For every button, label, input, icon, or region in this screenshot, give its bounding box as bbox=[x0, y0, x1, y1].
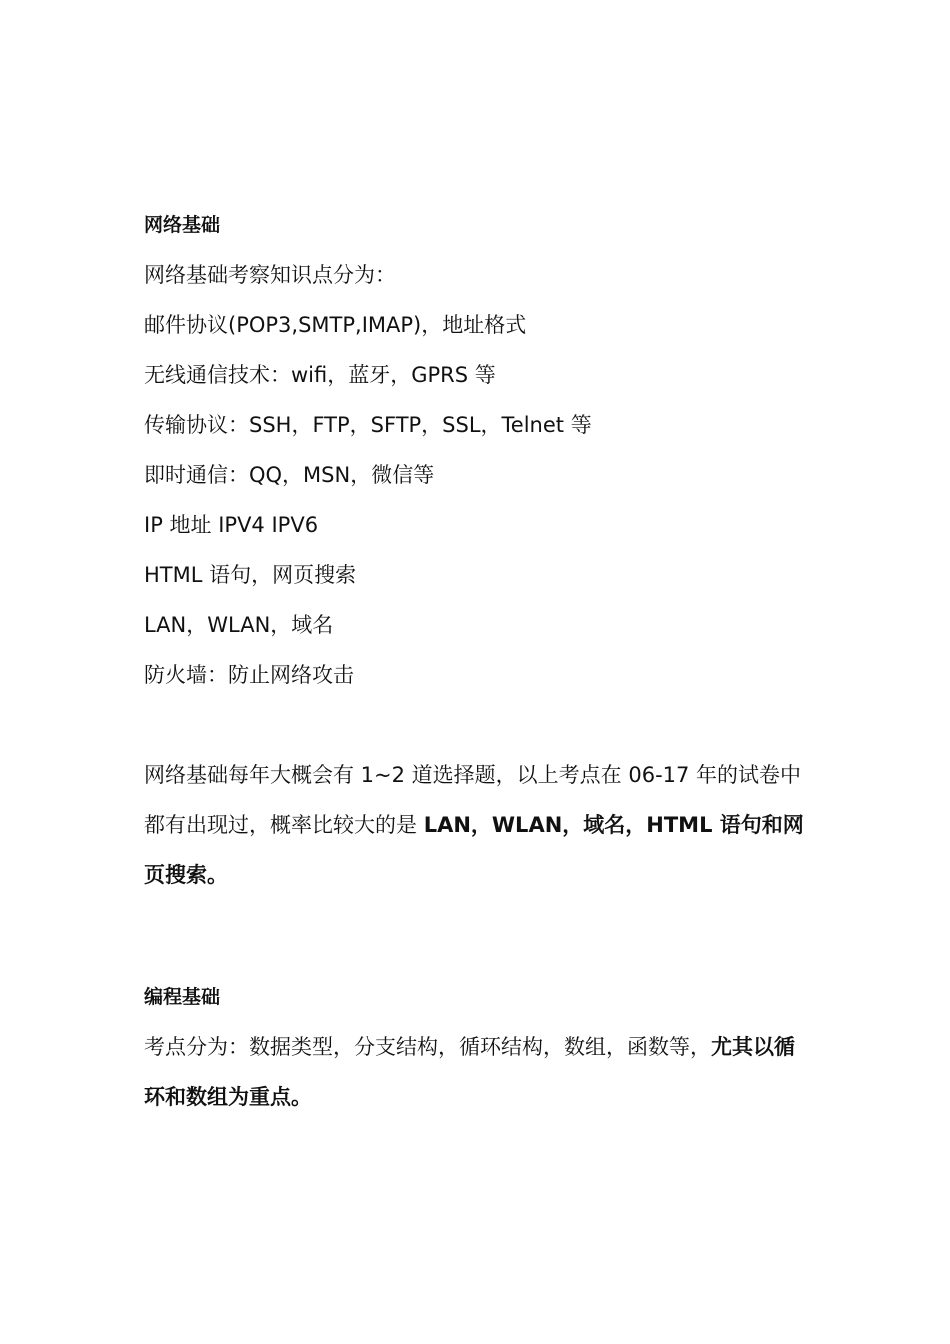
network-item-ip-address: IP 地址 IPV4 IPV6 bbox=[144, 513, 319, 537]
network-item-transfer-protocol: 传输协议：SSH，FTP，SFTP，SSL，Telnet 等 bbox=[144, 413, 592, 437]
document-content bbox=[144, 206, 814, 1122]
network-intro: 网络基础考察知识点分为： bbox=[144, 263, 396, 287]
programming-section-title: 编程基础 bbox=[144, 986, 221, 1008]
network-item-html: HTML 语句，网页搜索 bbox=[144, 563, 357, 587]
network-item-mail-protocol: 邮件协议(POP3,SMTP,IMAP)，地址格式 bbox=[144, 313, 527, 337]
network-item-firewall: 防火墙：防止网络攻击 bbox=[144, 663, 354, 687]
network-item-wireless: 无线通信技术：wifi，蓝牙，GPRS 等 bbox=[144, 363, 496, 387]
programming-text: 考点分为：数据类型，分支结构，循环结构，数组，函数等， bbox=[144, 1035, 711, 1059]
network-summary-emphasis: LAN，WLAN，域名，HTML 语句和网页搜索。 bbox=[144, 813, 804, 887]
programming-paragraph bbox=[144, 1022, 814, 1122]
network-summary-text: 网络基础每年大概会有 1~2 道选择题，以上考点在 06-17 年的试卷中都有出现过，概率比较大的是 bbox=[144, 763, 802, 837]
programming-emphasis: 尤其以循环和数组为重点。 bbox=[144, 1035, 795, 1109]
network-item-lan: LAN，WLAN，域名 bbox=[144, 613, 334, 637]
network-summary-paragraph bbox=[144, 750, 814, 900]
network-item-instant-messaging: 即时通信：QQ，MSN，微信等 bbox=[144, 463, 435, 487]
network-section-title: 网络基础 bbox=[144, 214, 221, 236]
